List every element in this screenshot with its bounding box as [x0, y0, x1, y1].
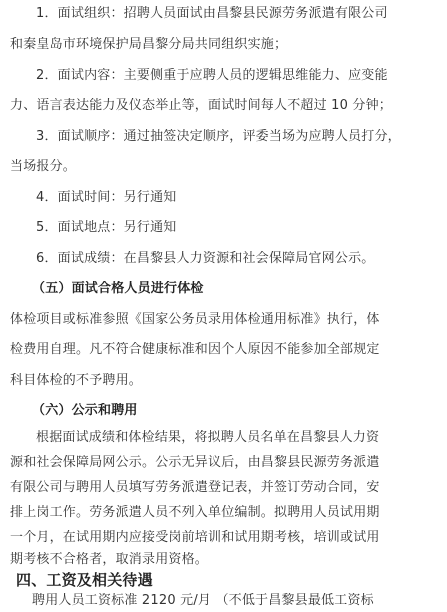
- item-2-line-1: 2．面试内容：主要侧重于应聘人员的逻辑思维能力、应变能: [36, 68, 388, 83]
- publicity-line-1: 根据面试成绩和体检结果，将拟聘人员名单在昌黎县人力资: [36, 430, 380, 445]
- item-4: 4．面试时间：另行通知: [36, 190, 177, 205]
- item-5: 5．面试地点：另行通知: [36, 220, 177, 235]
- physical-exam-line-1: 体检项目或标准参照《国家公务员录用体检通用标准》执行，体: [10, 312, 380, 327]
- publicity-line-6: 期考核不合格者，取消录用资格。: [10, 552, 209, 567]
- item-2-line-2: 力、语言表达能力及仪态举止等，面试时间每人不超过 10 分钟；: [10, 98, 393, 113]
- item-3-line-2: 当场报分。: [10, 159, 77, 174]
- item-1-line-1: 1．面试组织：招聘人员面试由昌黎县民源劳务派遣有限公司: [36, 6, 388, 21]
- wages-line-1: 聘用人员工资标准 2120 元/月 （不低于昌黎县最低工资标: [32, 593, 374, 608]
- section-heading-wages: 四、工资及相关待遇: [16, 572, 153, 588]
- publicity-line-4: 排上岗工作。劳务派遣人员不列入单位编制。拟聘用人员试用期: [10, 505, 380, 520]
- item-3-line-1: 3．面试顺序：通过抽签决定顺序，评委当场为应聘人员打分，: [36, 129, 401, 144]
- publicity-line-5: 一个月，在试用期内应接受岗前培训和试用期考核，培训或试用: [10, 530, 380, 545]
- publicity-line-3: 有限公司与聘用人员填写劳务派遣登记表，并签订劳动合同，安: [10, 480, 380, 495]
- item-6: 6．面试成绩：在昌黎县人力资源和社会保障局官网公示。: [36, 251, 375, 266]
- item-1-line-2: 和秦皇岛市环境保护局昌黎分局共同组织实施；: [10, 37, 288, 52]
- physical-exam-line-3: 科目体检的不予聘用。: [10, 373, 143, 388]
- section-heading-5: （五）面试合格人员进行体检: [32, 281, 204, 296]
- physical-exam-line-2: 检费用自理。凡不符合健康标准和因个人原因不能参加全部规定: [10, 342, 380, 357]
- section-heading-6: （六）公示和聘用: [32, 403, 138, 418]
- publicity-line-2: 源和社会保障局网公示。公示无异议后，由昌黎县民源劳务派遣: [10, 455, 380, 470]
